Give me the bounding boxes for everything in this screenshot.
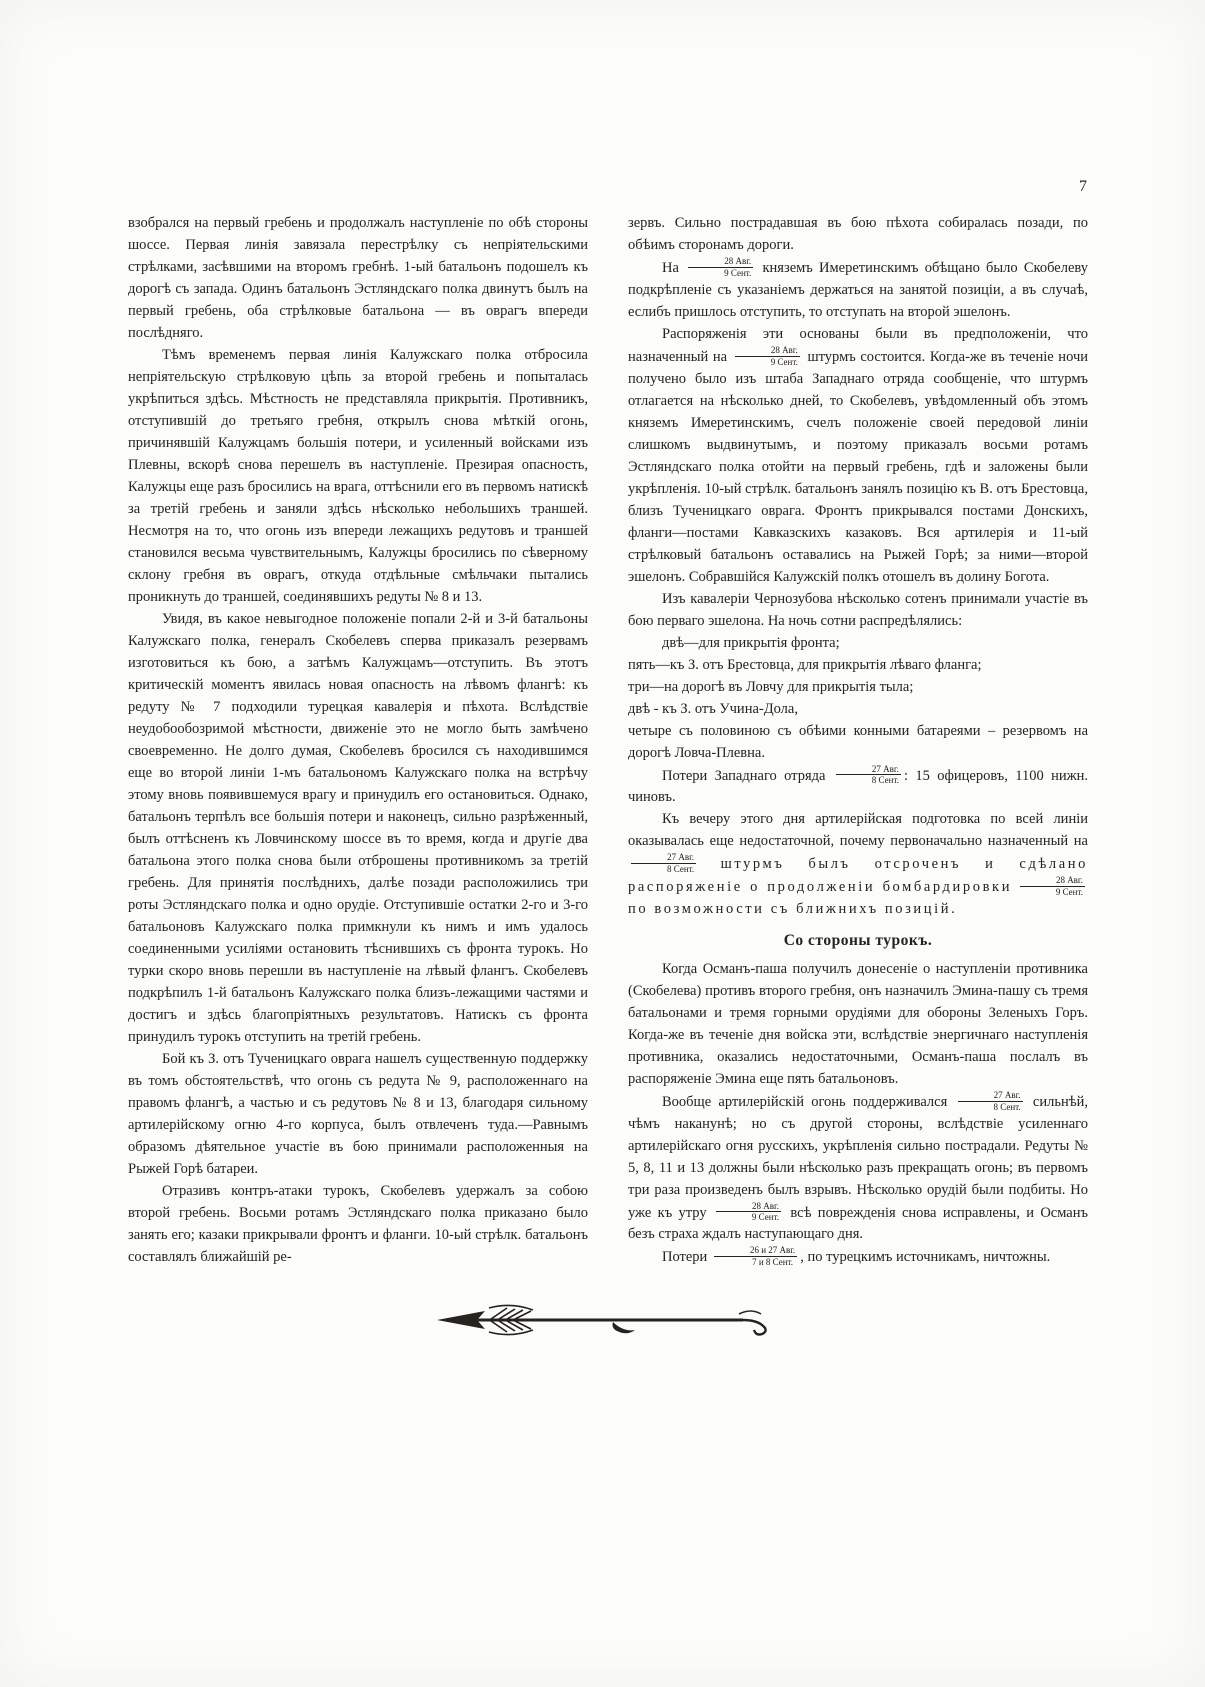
paragraph: Потери $\frac{\text{26 и 27 Авг.}}{\text{7 и 8 Сент.}}$ , по турецкимъ источникамъ, ничтожны.	[662, 1245, 1051, 1268]
text-block	[128, 212, 1088, 1268]
paragraph: Изъ кавалеріи Чернозубова нѣсколько сотенъ принимали участіе въ бою перваго эшелона. На ночь сотни распредѣлялись:	[628, 590, 1088, 629]
paragraph: Тѣмъ временемъ первая линія Калужскаго полка отбросила непріятельскую стрѣлковую цѣпь за второй гребень и попыталась укрѣпиться здѣсь. Мѣстность не представляла прикрытія. Противникъ, отступившій до третьяго гребня, открылъ снова мѣткій огонь, причинявшій Калужцамъ большія потери, и усиленный войсками изъ Плевны, вскорѣ снова перешелъ въ наступленіе. Презирая опасность, Калужцы еще разъ бросились на врага, оттѣснили его въ первомъ натискѣ за третій гребень и заняли здѣсь нѣсколько небольшихъ траншей. Несмотря на то, что огонь изъ впереди лежащихъ редутовъ и траншей становился весьма чувствительнымъ, Калужцы бросились по сѣверному склону гребня въ оврагъ, откуда отдѣльные смѣльчаки пытались проникнуть до траншей, соединявшихъ редуты № 8 и 13.	[128, 347, 588, 605]
paragraph: Потери Западнаго отряда $\frac{\text{27 Авг.}}{\text{8 Сент.}}$ : 15 офицеровъ, 1100 нижн. чиновъ.	[628, 763, 1089, 806]
left-column	[128, 212, 588, 1268]
page-number: 7	[1079, 178, 1087, 195]
date-fraction: $\frac{\text{27 Авг.}}{\text{8 Сент.}}$	[836, 764, 901, 787]
paragraph: Къ вечеру этого дня артилерійская подготовка по всей линіи оказывалась еще недостаточной, почему первоначально назначенный на $\frac{\text{27 Авг.}}{\text{8 Сент.}}$ штурмъ былъ отсроченъ и сдѣлано распоряженіе о продолженіи бомбардировки $\frac{\text{28 Авг.}}{\text{9 Сент.}}$ по возможности съ ближнихъ позицій.	[628, 811, 1089, 917]
paragraph: Распоряженія эти основаны были въ предположеніи, что назначенный на $\frac{\text{28 Авг.}}{\text{9 Сент.}}$ штурмъ состоится. Когда-же въ теченіе ночи получено было изъ штаба Западнаго отряда сообщеніе, что штурмъ отлагается на нѣсколько дней, то Скобелевъ, увѣдомленный объ этомъ княземъ Имеретинскимъ, счелъ положеніе своей передовой линіи слишкомъ выдвинутымъ, и поэтому приказалъ восьми ротамъ Эстляндскаго полка отойти на первый гребень, гдѣ и заложены были укрѣпленія. 10-ый стрѣлк. батальонъ занялъ позицію къ В. отъ Брестовца, близъ Тученицкаго оврага. Фронтъ прикрывался постами Донскихъ, фланги—постами Кавказскихъ казаковъ. Вся артилерія и 11-ый стрѣлковый батальонъ оставались на Рыжей Горѣ; за ними—второй эшелонъ. Собравшійся Калужскій полкъ отошелъ въ долину Богота.	[628, 325, 1088, 585]
arrow-ornament-icon	[433, 1298, 773, 1342]
paragraph: Увидя, въ какое невыгодное положеніе попали 2-й и 3-й батальоны Калужскаго полка, генералъ Скобелевъ сперва приказалъ резервамъ изготовиться къ бою, а затѣмъ Калужцамъ—отступить. Въ этотъ критическій моментъ явилась новая опасность на лѣвомъ флангѣ: къ редуту № 7 подходили турецкая кавалерія и пѣхота. Вслѣдствіе неудобообозримой мѣстности, движеніе это не могло быть замѣчено своевременно. Не долго думая, Скобелевъ бросился съ находившимся еще во второй линіи 1-мъ батальономъ Калужскаго полка на встрѣчу этому вновь появившемуся врагу и принудилъ его остановиться. Однако, батальонъ терпѣлъ все большія потери и наконецъ, сильно разрѣженный, былъ оттѣсненъ къ Ловчинскому шоссе въ то время, когда и другіе два батальона этого полка снова были отброшены противникомъ за третій гребень. Для принятія послѣднихъ, далѣе позади расположились три роты Эстляндскаго полка и одно орудіе. Отступившіе остатки 2-го и 3-го батальоновъ Калужскаго полка примкнули къ нимъ и имъ удалось соединенными усиліями остановить тѣснившихъ съ фронта турокъ. Но турки скоро вновь перешли въ наступленіе на лѣвый флангъ. Скобелевъ подкрѣпилъ 1-й батальонъ Калужскаго полка близъ-лежащими частями и достигъ и здѣсь благопріятныхъ результатовъ. Натискъ съ фронта принудилъ турокъ отступить на третій гребень.	[128, 611, 588, 1045]
date-fraction: $\frac{\text{28 Авг.}}{\text{9 Сент.}}$	[735, 345, 800, 368]
section-heading: Со стороны турокъ.	[783, 931, 933, 949]
paragraph: Отразивъ контръ-атаки турокъ, Скобелевъ удержалъ за собою второй гребень. Восьми ротамъ Эстляндскаго полка приказано было занять его; казаки прикрывали фронтъ и фланги. 10-ый стрѣлк. батальонъ составлялъ ближайшій ре-	[128, 1183, 588, 1265]
date-fraction: $\frac{\text{28 Авг.}}{\text{9 Сент.}}$	[716, 1201, 781, 1224]
date-fraction: $\frac{\text{27 Авг.}}{\text{8 Сент.}}$	[958, 1090, 1023, 1113]
paragraph: Бой къ З. отъ Тученицкаго оврага нашелъ существенную поддержку въ томъ обстоятельствѣ, что огонь съ редута № 9, расположеннаго на правомъ флангѣ, а частью и съ редутовъ № 8 и 13, благодаря сильному артилерійскому огню 4-го корпуса, былъ отвлеченъ туда.—Равнымъ образомъ дѣятельное участіе въ бою принимали расположенныя на Рыжей Горѣ батареи.	[128, 1051, 588, 1177]
date-fraction: $\frac{\text{28 Авг.}}{\text{9 Сент.}}$	[1020, 875, 1085, 898]
emphasized-spaced-text: по возможности съ ближнихъ позицій.	[628, 900, 958, 917]
date-fraction: $\frac{\text{27 Авг.}}{\text{8 Сент.}}$	[631, 852, 696, 875]
paragraph: Когда Османъ-паша получилъ донесеніе о наступленіи противника (Скобелева) противъ второго гребня, онъ назначилъ Эмина-пашу съ тремя батальонами и тремя горными орудіями для обороны Зеленыхъ Горъ. Когда-же въ теченіе дня войска эти, вслѣдствіе энергичнаго наступленія противника, оказались недостаточными, Османъ-паша послалъ въ распоряженіе Эмина еще пять батальоновъ.	[628, 960, 1088, 1087]
date-fraction: $\frac{\text{26 и 27 Авг.}}{\text{7 и 8 Сент.}}$	[714, 1245, 797, 1268]
emphasized-spaced-text: штурмъ былъ отсроченъ и сдѣлано распоряженіе о продолженіи бомбардировки	[628, 856, 1089, 895]
arrow-ornament-divider	[423, 1298, 783, 1342]
right-column	[628, 212, 1088, 1268]
list-line: три—на дорогѣ въ Ловчу для прикрытія тыла;	[628, 678, 914, 695]
list-line: четыре съ половиною съ обѣими конными батареями – резервомъ на дорогѣ Ловча-Плевна.	[628, 722, 1088, 761]
list-line: двѣ—для прикрытія фронта;	[662, 634, 840, 651]
date-fraction: $\frac{\text{28 Авг.}}{\text{9 Сент.}}$	[688, 256, 753, 279]
paragraph: Вообще артилерійскій огонь поддерживался $\frac{\text{27 Авг.}}{\text{8 Сент.}}$ сильнѣй, чѣмъ наканунѣ; но съ другой стороны, вслѣдствіе усиленнаго артилерійскаго огня русскихъ, укрѣпленія сильно пострадали. Редуты № 5, 8, 11 и 13 должны были нѣсколько разъ прекращать огонь; въ первомъ три раза произведенъ былъ взрывъ. Нѣсколько орудій были подбиты. Но уже къ утру $\frac{\text{28 Авг.}}{\text{9 Сент.}}$ всѣ поврежденія снова исправлены, и Османъ безъ страха ждалъ наступающаго дня.	[628, 1089, 1088, 1243]
paragraph: взобрался на первый гребень и продолжалъ наступленіе по обѣ стороны шоссе. Первая линія завязала перестрѣлку съ непріятельскими стрѣлками, засѣвшими на второмъ гребнѣ. 1-ый батальонъ подошелъ къ дорогѣ съ запада. Одинъ батальонъ Эстляндскаго полка двинутъ былъ на первый гребень, оба стрѣлковые батальона — въ оврагъ впереди послѣдняго.	[128, 215, 588, 341]
paragraph: На $\frac{\text{28 Авг.}}{\text{9 Сент.}}$ княземъ Имеретинскимъ обѣщано было Скобелеву подкрѣпленіе съ указаніемъ держаться на занятой позиціи, а въ случаѣ, еслибъ пришлось отступить, то отступать на второй эшелонъ.	[628, 256, 1088, 320]
list-line: пять—къ З. отъ Брестовца, для прикрытія лѣваго фланга;	[628, 656, 982, 673]
list-line: двѣ - къ З. отъ Учина-Дола,	[628, 700, 798, 717]
paragraph: зервъ. Сильно пострадавшая въ бою пѣхота собиралась позади, по обѣимъ сторонамъ дороги.	[628, 215, 1088, 253]
